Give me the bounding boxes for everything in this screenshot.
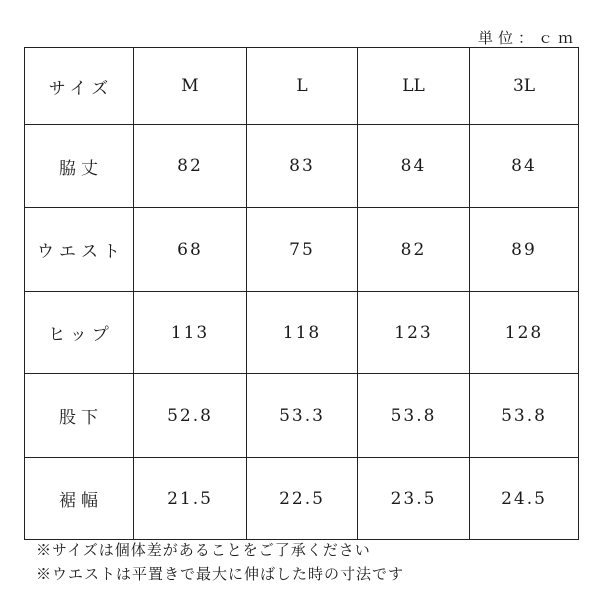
- table-row: [25, 208, 579, 292]
- row-label: 裾幅: [25, 458, 134, 540]
- table-cell: 21.5: [134, 458, 247, 540]
- table-row: [25, 125, 579, 208]
- table-cell: 84: [470, 125, 579, 208]
- table-cell: 23.5: [358, 458, 470, 540]
- header-size-label: サイズ: [25, 48, 134, 125]
- table-cell: 123: [358, 292, 470, 374]
- table-cell: 84: [358, 125, 470, 208]
- table-cell: 113: [134, 292, 247, 374]
- table-cell: 22.5: [247, 458, 358, 540]
- header-size-3l: 3L: [470, 48, 579, 125]
- note-waist-measurement: ※ウエストは平置きで最大に伸ばした時の寸法です: [36, 565, 405, 583]
- row-label: 股下: [25, 374, 134, 458]
- table-cell: 118: [247, 292, 358, 374]
- table-cell: 68: [134, 208, 247, 292]
- header-size-l: L: [247, 48, 358, 125]
- table-cell: 89: [470, 208, 579, 292]
- table-cell: 53.3: [247, 374, 358, 458]
- table-row: [25, 374, 579, 458]
- size-chart-table: [24, 47, 579, 540]
- table-cell: 52.8: [134, 374, 247, 458]
- notes: [36, 538, 404, 586]
- table-header-row: [25, 48, 579, 125]
- header-size-ll: LL: [358, 48, 470, 125]
- table-cell: 83: [247, 125, 358, 208]
- table-cell: 82: [134, 125, 247, 208]
- table-cell: 53.8: [470, 374, 579, 458]
- table-row: [25, 458, 579, 540]
- row-label: 脇丈: [25, 125, 134, 208]
- table-row: [25, 292, 579, 374]
- row-label: ウエスト: [25, 208, 134, 292]
- header-size-m: M: [134, 48, 247, 125]
- row-label: ヒップ: [25, 292, 134, 374]
- unit-label: 単位：ｃｍ: [477, 29, 578, 47]
- note-individual-difference: ※サイズは個体差があることをご了承ください: [36, 541, 371, 559]
- table-cell: 82: [358, 208, 470, 292]
- table-cell: 53.8: [358, 374, 470, 458]
- table-cell: 75: [247, 208, 358, 292]
- table-cell: 128: [470, 292, 579, 374]
- table-cell: 24.5: [470, 458, 579, 540]
